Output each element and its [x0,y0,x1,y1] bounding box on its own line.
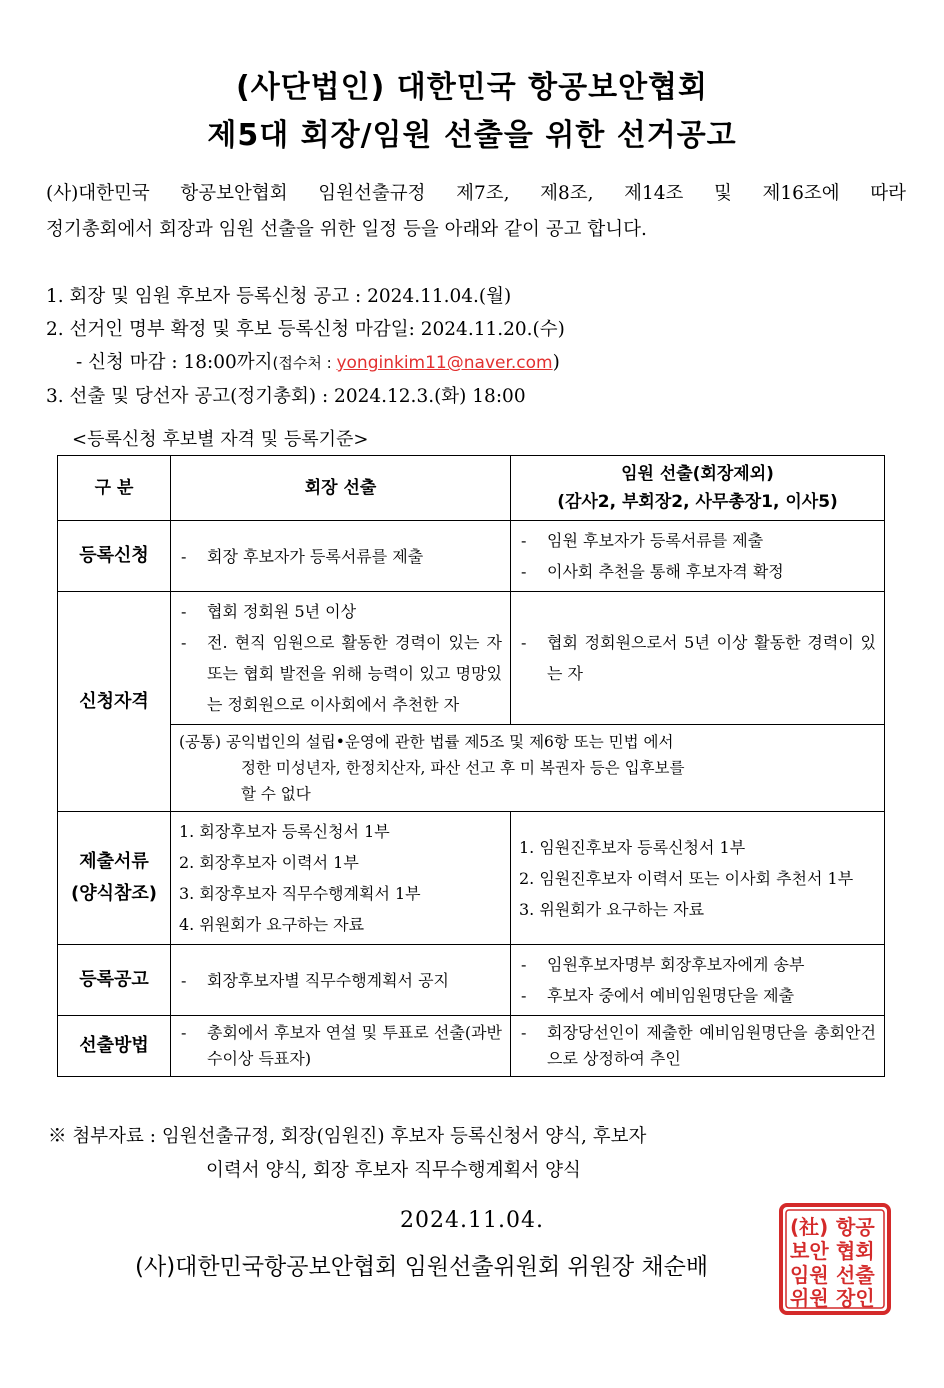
list-item: - 이사회 추천을 통해 후보자격 확정 [519,556,876,587]
header-officers [511,456,885,521]
list-item: - 임원 후보자가 등록서류를 제출 [519,525,876,556]
reception-label: (접수처 : [272,354,337,372]
table-header-row [58,456,885,521]
list-item: - 회장 후보자가 등록서류를 제출 [179,541,502,572]
svg-text:장인: 장인 [836,1286,875,1310]
method-president [171,1016,511,1077]
table-row-eligibility-common [58,725,885,812]
svg-text:선출: 선출 [836,1263,875,1287]
svg-text:항공: 항공 [836,1215,875,1239]
svg-text:임원: 임원 [790,1263,829,1287]
eligibility-common [171,725,885,812]
row-label-eligibility: 신청자격 [58,592,171,812]
list-item: 4. 위원회가 요구하는 자료 [179,915,365,934]
documents-label-line2: (양식참조) [70,883,157,904]
table-row-announcement [58,945,885,1016]
deadline-text: - 신청 마감 : 18:00까지 [76,352,273,373]
documents-officers [511,812,885,945]
list-item: - 회장당선인이 제출한 예비임원명단을 총회안건으로 상정하여 추인 [519,1020,876,1072]
row-label-documents [58,812,171,945]
eligibility-president [171,592,511,725]
signature-line: (사)대한민국항공보안협회 임원선출위원회 위원장 채순배 [135,1254,709,1280]
svg-text:협회: 협회 [836,1239,875,1263]
intro-line2: 정기총회에서 회장과 임원 선출을 위한 일정 등을 아래와 같이 공고 합니다. [46,219,647,240]
header-category: 구 분 [58,456,171,521]
intro-line1: (사)대한민국 항공보안협회 임원선출규정 제7조, 제8조, 제14조 및 제16조에 따라 [46,183,906,204]
criteria-table [57,455,885,1077]
row-label-announcement: 등록공고 [58,945,171,1016]
list-item: 2. 임원진후보자 이력서 또는 이사회 추천서 1부 [519,868,854,888]
list-item: - 전. 현직 임원으로 활동한 경력이 있는 자 또는 협회 발전을 위해 능력이 있고 명망있는 정회원으로 이사회에서 추천한 자 [179,627,502,720]
announcement-officers [511,945,885,1016]
row-label-method: 선출방법 [58,1016,171,1077]
header-officers-line2: (감사2, 부회장2, 사무총장1, 이사5) [557,492,838,512]
list-item: - 후보자 중에서 예비임원명단을 제출 [519,980,876,1011]
svg-text:보안: 보안 [790,1239,829,1263]
schedule-item-3: 3. 선출 및 당선자 공고(정기총회) : 2024.12.3.(화) 18:00 [46,386,526,407]
official-seal-icon [778,1202,892,1316]
eligibility-officers [511,592,885,725]
documents-president [171,812,511,945]
header-president: 회장 선출 [171,456,511,521]
schedule-item-1: 1. 회장 및 임원 후보자 등록신청 공고 : 2024.11.04.(월) [46,286,512,307]
table-row-eligibility [58,592,885,725]
common-line3: 할 수 없다 [241,785,311,803]
announcement-president [171,945,511,1016]
list-item: - 협회 정회원으로서 5년 이상 활동한 경력이 있는 자 [519,627,876,689]
schedule-item-2-sub [46,346,565,380]
reception-close: ) [552,352,560,373]
issue-date: 2024.11.04. [400,1208,544,1233]
list-item: 1. 회장후보자 등록신청서 1부 [179,822,390,841]
list-item: - 임원후보자명부 회장후보자에게 송부 [519,949,876,980]
page-title-line2: 제5대 회장/임원 선출을 위한 선거공고 [207,118,737,153]
documents-label-line1: 제출서류 [79,851,149,872]
table-row-method [58,1016,885,1077]
table-row-documents [58,812,885,945]
method-officers [511,1016,885,1077]
common-line2: 정한 미성년자, 한정치산자, 파산 선고 후 미 복권자 등은 입후보를 [241,759,685,777]
list-item: 2. 회장후보자 이력서 1부 [179,853,359,872]
schedule-item-2: 2. 선거인 명부 확정 및 후보 등록신청 마감일: 2024.11.20.(수) [46,319,565,340]
table-caption: <등록신청 후보별 자격 및 등록기준> [72,429,369,450]
page-title-line1: (사단법인) 대한민국 항공보안협회 [235,70,709,105]
table-row-registration [58,521,885,592]
note-line2: 이력서 양식, 회장 후보자 직무수행계획서 양식 [206,1160,581,1181]
note-line1: ※ 첨부자료 : 임원선출규정, 회장(임원진) 후보자 등록신청서 양식, 후보자 [48,1126,647,1147]
svg-text:(社): (社) [790,1215,829,1239]
list-item: - 총회에서 후보자 연설 및 투표로 선출(과반수이상 득표자) [179,1020,502,1072]
list-item: - 회장후보자별 직무수행계획서 공지 [179,965,502,996]
list-item: 3. 위원회가 요구하는 자료 [519,899,705,919]
header-officers-line1: 임원 선출(회장제외) [621,464,774,484]
reception-email-link[interactable]: yonginkim11@naver.com [336,353,553,373]
registration-president [171,521,511,592]
attachment-note [48,1120,646,1188]
list-item: 1. 임원진후보자 등록신청서 1부 [519,837,746,857]
registration-officers [511,521,885,592]
row-label-registration: 등록신청 [58,521,171,592]
common-line1: (공통) 공익법인의 설립•운영에 관한 법률 제5조 및 제6항 또는 민법 에서 [179,733,674,751]
list-item: - 협회 정회원 5년 이상 [179,596,502,627]
svg-text:위원: 위원 [790,1286,829,1310]
schedule-list [46,280,565,413]
intro-paragraph [46,176,906,248]
list-item: 3. 회장후보자 직무수행계획서 1부 [179,884,421,903]
